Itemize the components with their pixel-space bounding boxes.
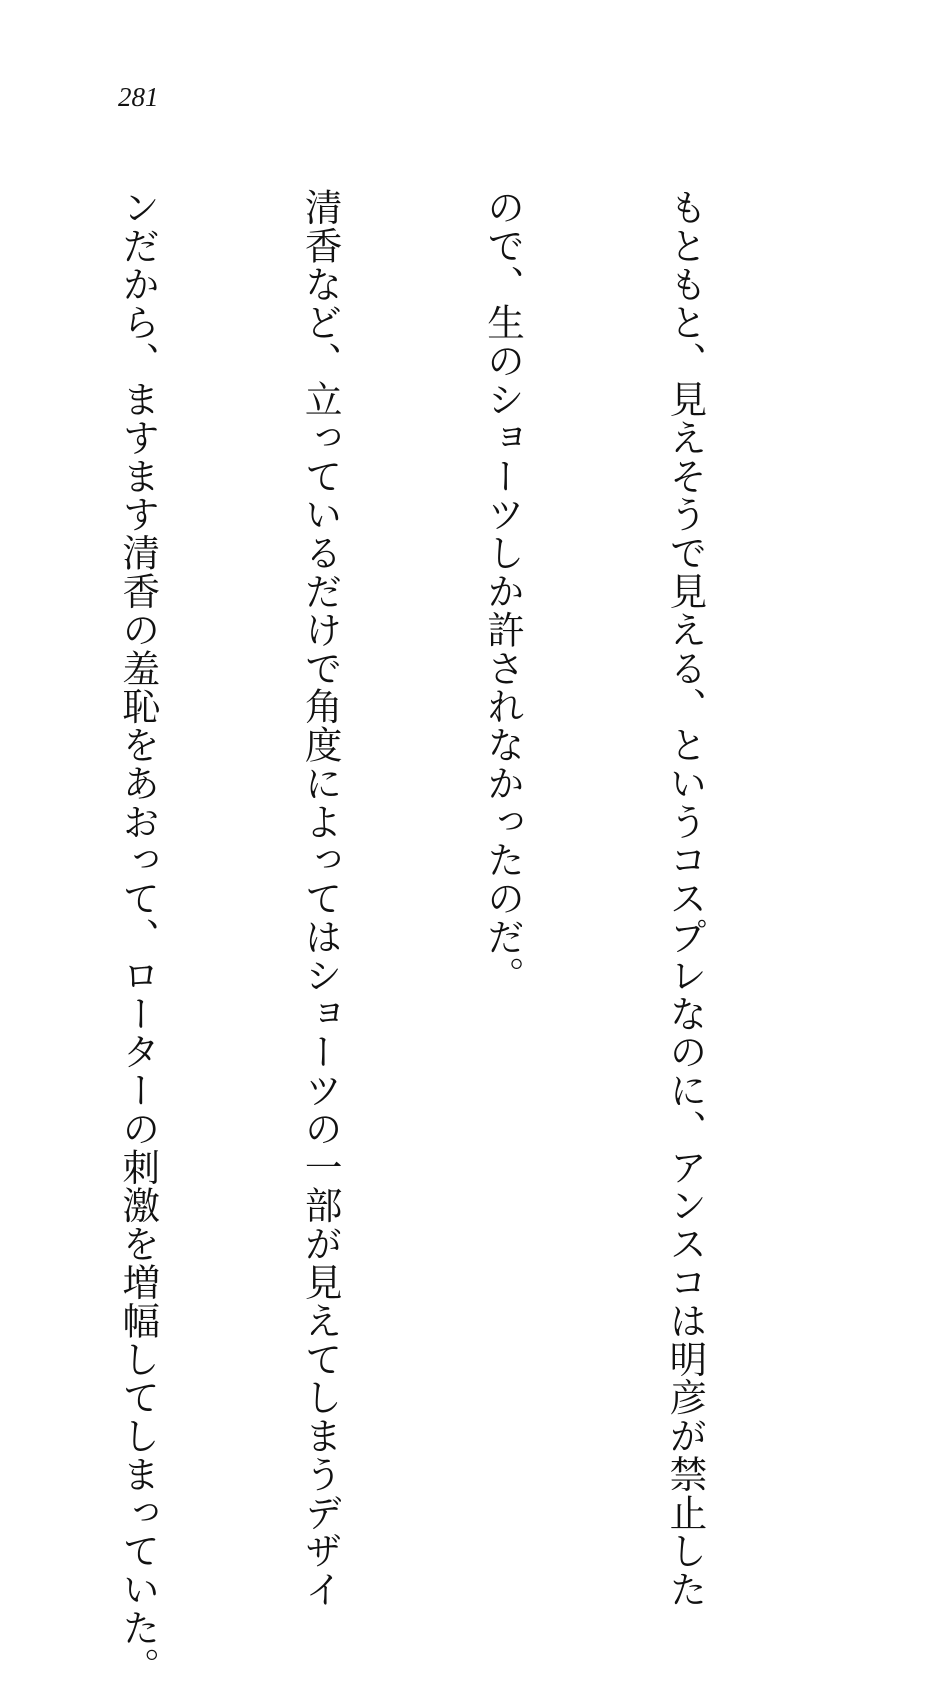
- page-number: 281: [118, 82, 159, 112]
- text-line: もともと、見えそうで見える、というコスプレなのに、アンスコは明彦が禁止した: [663, 188, 708, 1609]
- text-line: ので、生のショーツしか許されなかったのだ。: [481, 188, 526, 995]
- body-text: [0, 188, 837, 1685]
- text-line: ンだから、ますます清香の羞恥をあおって、ローターの刺激を増幅してしまっていた。: [116, 188, 161, 1685]
- text-line: 清香など、立っているだけで角度によってはショーツの一部が見えてしまうデザイ: [298, 188, 343, 1609]
